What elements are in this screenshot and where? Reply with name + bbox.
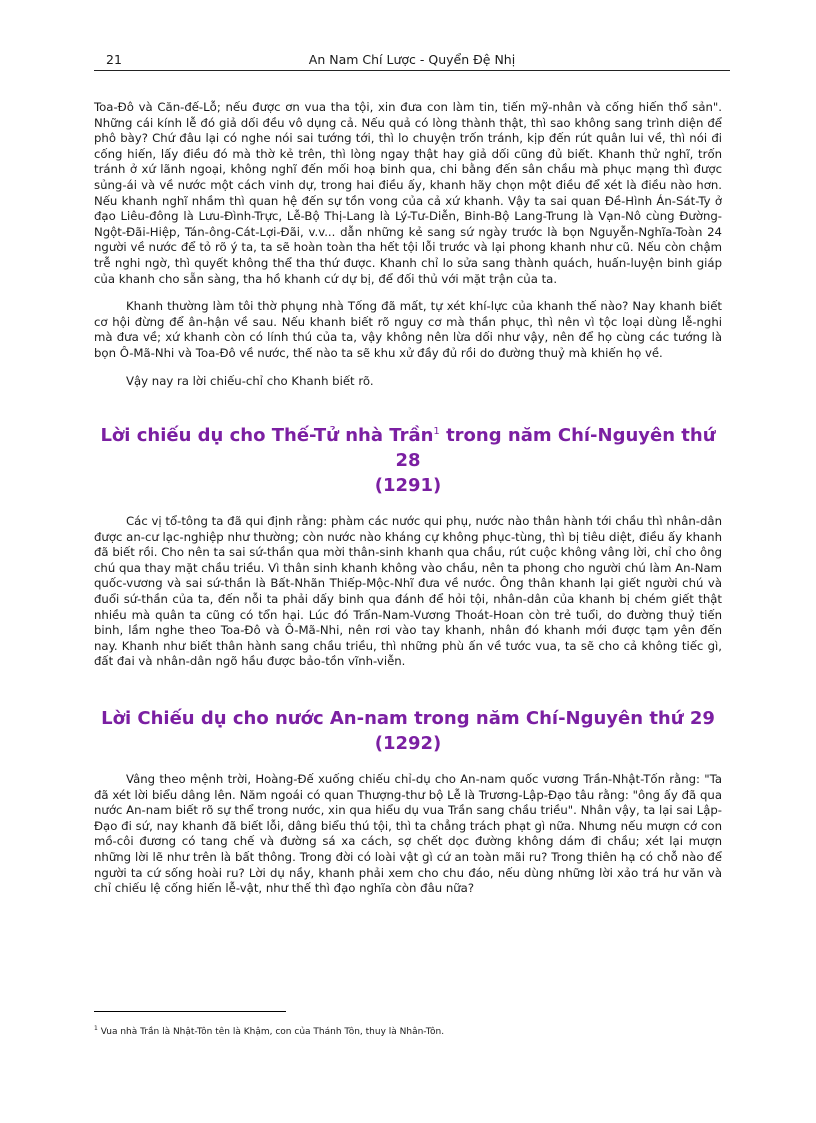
footnote-divider: [94, 1011, 286, 1012]
page-number: 21: [106, 52, 122, 67]
paragraph-continuation: Toa-Đô và Căn-đế-Lỗ; nếu được ơn vua tha tội, xin đưa con làm tin, tiến mỹ-nhân và cống hiến thổ sản". Những cái kính lễ đó giả dối đều vô dụng cả. Nếu quả có lòng thành thật, thì sao không sang trình diện để phô bày? Chứ đâu lại có nghe nói sai tướng tới, thì lo chuyện trốn tránh, kịp đến rút quân lui về, thì nói đi cống hiến, lấy điều đó mà thờ kẻ trên, thì lòng ngay thật hay giả dối cũng đủ biết. Khanh thử nghĩ, trốn tránh ở xứ lãnh ngoại, không nghĩ đến mối hoạ binh qua, chi bằng đến sân chầu mà phục mạng thì được sủng-ái và về nước một cách vinh dự, trong hai điều ấy, khanh hãy chọn một điều để xét là điều nào hơn. Nếu khanh nghĩ nhầm thì quan hệ đến sự tồn vong của cả xứ khanh. Vậy ta sai quan Đề-Hình Án-Sát-Ty ở đạo Liêu-đông là Lưu-Đình-Trực, Lễ-Bộ Thị-Lang là Lý-Tư-Diễn, Binh-Bộ Lang-Trung là Vạn-Nô cùng Đường-Ngột-Đãi-Hiệp, Tán-ông-Cát-Lợi-Đãi, v.v... dẫn những kẻ sang sứ ngày trước là bọn Nguyễn-Nghĩa-Toàn 24 người về nước để tỏ rõ ý ta, ta sẽ hoàn toàn tha hết tội lỗi trước và lại phong khanh như cũ. Nếu còn chậm trễ nghi ngờ, thì quyết không thể tha thứ được. Khanh chỉ lo sửa sang thành quách, huấn-luyện binh giáp của khanh cho sẵn sàng, tha hồ khanh cứ dự bị, để đối thủ với mặt trận của ta.: [94, 100, 722, 286]
book-title: An Nam Chí Lược - Quyển Đệ Nhị: [308, 52, 516, 67]
body-text: [94, 100, 722, 897]
heading-text: Lời chiếu dụ cho Thế-Tử nhà Trần: [100, 425, 434, 447]
footnote-reference[interactable]: 1: [433, 426, 440, 438]
section-heading-1291: [94, 423, 722, 498]
heading-text: trong năm Chí-Nguyên thứ 28: [395, 425, 716, 472]
heading-text: Lời Chiếu dụ cho nước An-nam trong năm Chí-Nguyên thứ 29: [101, 708, 715, 730]
paragraph: Khanh thường làm tôi thờ phụng nhà Tống đã mất, tự xét khí-lực của khanh thế nào? Nay khanh biết cơ hội đừng để ân-hận về sau. Nếu khanh biết rõ nguy cơ mà thần phục, thì nên vì tộc loại dùng lễ-nghi mà đưa về; xứ khanh còn có lính thú của ta, vậy không nên lừa dối như vậy, nên để họ cùng các tướng là bọn Ô-Mã-Nhi và Toa-Đô về nước, thế nào ta sẽ khu xử đầy đủ rồi do đường thuỷ mà khiến họ về.: [94, 299, 722, 360]
footnote: [94, 1026, 722, 1038]
footnote-text: Vua nhà Trần là Nhật-Tôn tên là Khậm, con của Thánh Tôn, thuy là Nhân-Tôn.: [100, 1027, 445, 1037]
heading-year: (1292): [374, 733, 442, 755]
heading-year: (1291): [374, 475, 442, 497]
paragraph: Các vị tổ-tông ta đã qui định rằng: phàm các nước qui phụ, nước nào thân hành tới chầu thì nhân-dân được an-cư lạc-nghiệp như thường; còn nước nào kháng cự không phục-tùng, thì bị tiêu diệt, điều ấy khanh đã biết rồi. Cho nên ta sai sứ-thần qua mời thân-sinh khanh qua chầu, rút cuộc không vâng lời, chỉ cho ông chú qua thay mặt chầu triều. Vì thân sinh khanh không vào chầu, nên ta phong cho người chú làm An-Nam quốc-vương và sai sứ-thần là Bất-Nhãn Thiếp-Mộc-Nhĩ đưa về nước. Ông thân khanh lại giết người chú và đuổi sứ-thần của ta, đến nỗi ta phải dấy binh qua đánh để hỏi tội, nhân-dân của khanh bị chém giết thật nhiều mà quân ta cũng có tổn hại. Lúc đó Trấn-Nam-Vương Thoát-Hoan còn trẻ tuổi, do đường thuỷ tiến binh, lầm nghe theo Toa-Đô và Ô-Mã-Nhi, nên rơi vào tay khanh, nhân đó khanh mới được tạm yên đến nay. Khanh như biết thân hành sang chầu triều, thì những phù ấn về tước vua, ta sẽ cho cả không tiếc gì, đất đai và nhân-dân ngõ hầu được bảo-tồn vĩnh-viễn.: [94, 514, 722, 669]
footnote-mark: 1: [94, 1025, 98, 1032]
running-header: [94, 50, 730, 71]
section-heading-1292: [94, 706, 722, 756]
paragraph: Vậy nay ra lời chiếu-chỉ cho Khanh biết rõ.: [126, 373, 374, 388]
paragraph: Vâng theo mệnh trời, Hoàng-Đế xuống chiếu chỉ-dụ cho An-nam quốc vương Trần-Nhật-Tốn rằng: "Ta đã xét lời biểu dâng lên. Năm ngoái có quan Thượng-thư bộ Lễ là Trương-Lập-Đạo tâu rằng: "ông ấy đã qua nước An-nam biết rõ sự thể trong nước, xin qua hiểu dụ vua Trần sang chầu triều". Nhân vậy, ta lại sai Lập-Đạo đi sứ, nay khanh đã biết lỗi, dâng biểu thú tội, thì ta chẳng trách phạt gì nữa. Nhưng nếu mượn cớ con mồ-côi đương có tang chế và đường sá xa cách, sợ chết dọc đường không dám đi chầu; xét lại mượn những lời lẽ như trên là bất thông. Trong đời có loài vật gì cứ an toàn mãi ru? Trong thiên hạ có chỗ nào để người ta cứ sống hoài ru? Lời dụ nầy, khanh phải xem cho chu đáo, nếu dùng những lời xảo trá hư văn và chỉ chiếu lệ cống hiến lễ-vật, như thế thì đạo nghĩa còn đâu nữa?: [94, 772, 722, 896]
